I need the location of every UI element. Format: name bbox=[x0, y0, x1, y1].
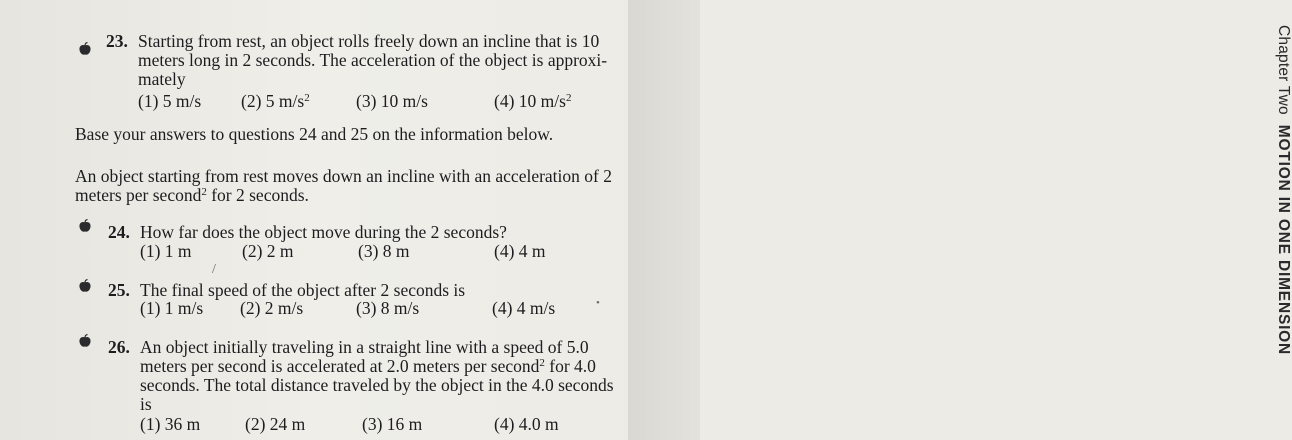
answer-choice-2[interactable]: (2) 2 m/s bbox=[240, 298, 304, 318]
answer-choice-4[interactable]: (4) 10 $m/s^2$ bbox=[494, 91, 572, 111]
info-text-line: An object starting from rest moves down an incline with an acceleration of 2 bbox=[75, 166, 612, 186]
question-text-line: meters per second is accelerated at 2.0 meters per second$^2$ for 4.0 bbox=[140, 356, 596, 376]
apple-marker-icon bbox=[78, 42, 92, 56]
question-text-line: An object initially traveling in a straight line with a speed of 5.0 bbox=[140, 337, 589, 357]
chapter-topic: MOTION IN ONE DIMENSION bbox=[1275, 124, 1292, 356]
pencil-dot: • bbox=[596, 297, 600, 309]
answer-choice-1[interactable]: (1) 36 m bbox=[140, 414, 201, 434]
answer-choice-4[interactable]: (4) 4 m/s bbox=[492, 298, 556, 318]
question-text: How far does the object move during the 2 seconds? bbox=[140, 222, 507, 242]
instruction-text: Base your answers to questions 24 and 25 on the information below. bbox=[75, 124, 554, 144]
question-number: 24. bbox=[108, 222, 130, 242]
question-number: 25. bbox=[108, 280, 130, 300]
answer-choice-3[interactable]: (3) 8 m/s bbox=[356, 298, 420, 318]
answer-choice-1[interactable]: (1) 1 m bbox=[140, 241, 192, 261]
question-number: 23. bbox=[106, 31, 128, 51]
apple-marker-icon bbox=[78, 279, 92, 293]
answer-choice-4[interactable]: (4) 4.0 m bbox=[494, 414, 559, 434]
info-text-line: meters per second$^2$ for 2 seconds. bbox=[75, 185, 309, 205]
question-text-line: is bbox=[140, 394, 152, 414]
answer-choice-1[interactable]: (1) 1 m/s bbox=[140, 298, 204, 318]
chapter-tab-label bbox=[1274, 25, 1292, 355]
answer-choice-2[interactable]: (2) 24 m bbox=[245, 414, 306, 434]
question-text-line: mately bbox=[138, 69, 186, 89]
question-text-line: Starting from rest, an object rolls freely down an incline that is 10 bbox=[138, 31, 600, 51]
question-number: 26. bbox=[108, 337, 130, 357]
question-text-line: seconds. The total distance traveled by the object in the 4.0 seconds bbox=[140, 375, 614, 395]
chapter-label: Chapter Two bbox=[1275, 25, 1292, 115]
answer-choice-3[interactable]: (3) 16 m bbox=[362, 414, 423, 434]
answer-choice-4[interactable]: (4) 4 m bbox=[494, 241, 546, 261]
answer-choice-3[interactable]: (3) 10 m/s bbox=[356, 91, 428, 111]
answer-choice-2[interactable]: (2) 2 m bbox=[242, 241, 294, 261]
answer-choice-2[interactable]: (2) 5 $m/s^2$ bbox=[241, 91, 310, 111]
answer-choice-1[interactable]: (1) 5 m/s bbox=[138, 91, 202, 111]
question-text: The final speed of the object after 2 seconds is bbox=[140, 280, 466, 300]
question-text-line: meters long in 2 seconds. The acceleration of the object is approxi- bbox=[138, 50, 608, 70]
apple-marker-icon bbox=[78, 334, 92, 348]
apple-marker-icon bbox=[78, 219, 92, 233]
pencil-mark: / bbox=[212, 262, 216, 277]
answer-choice-3[interactable]: (3) 8 m bbox=[358, 241, 410, 261]
chapter-side-tab bbox=[628, 0, 1292, 440]
